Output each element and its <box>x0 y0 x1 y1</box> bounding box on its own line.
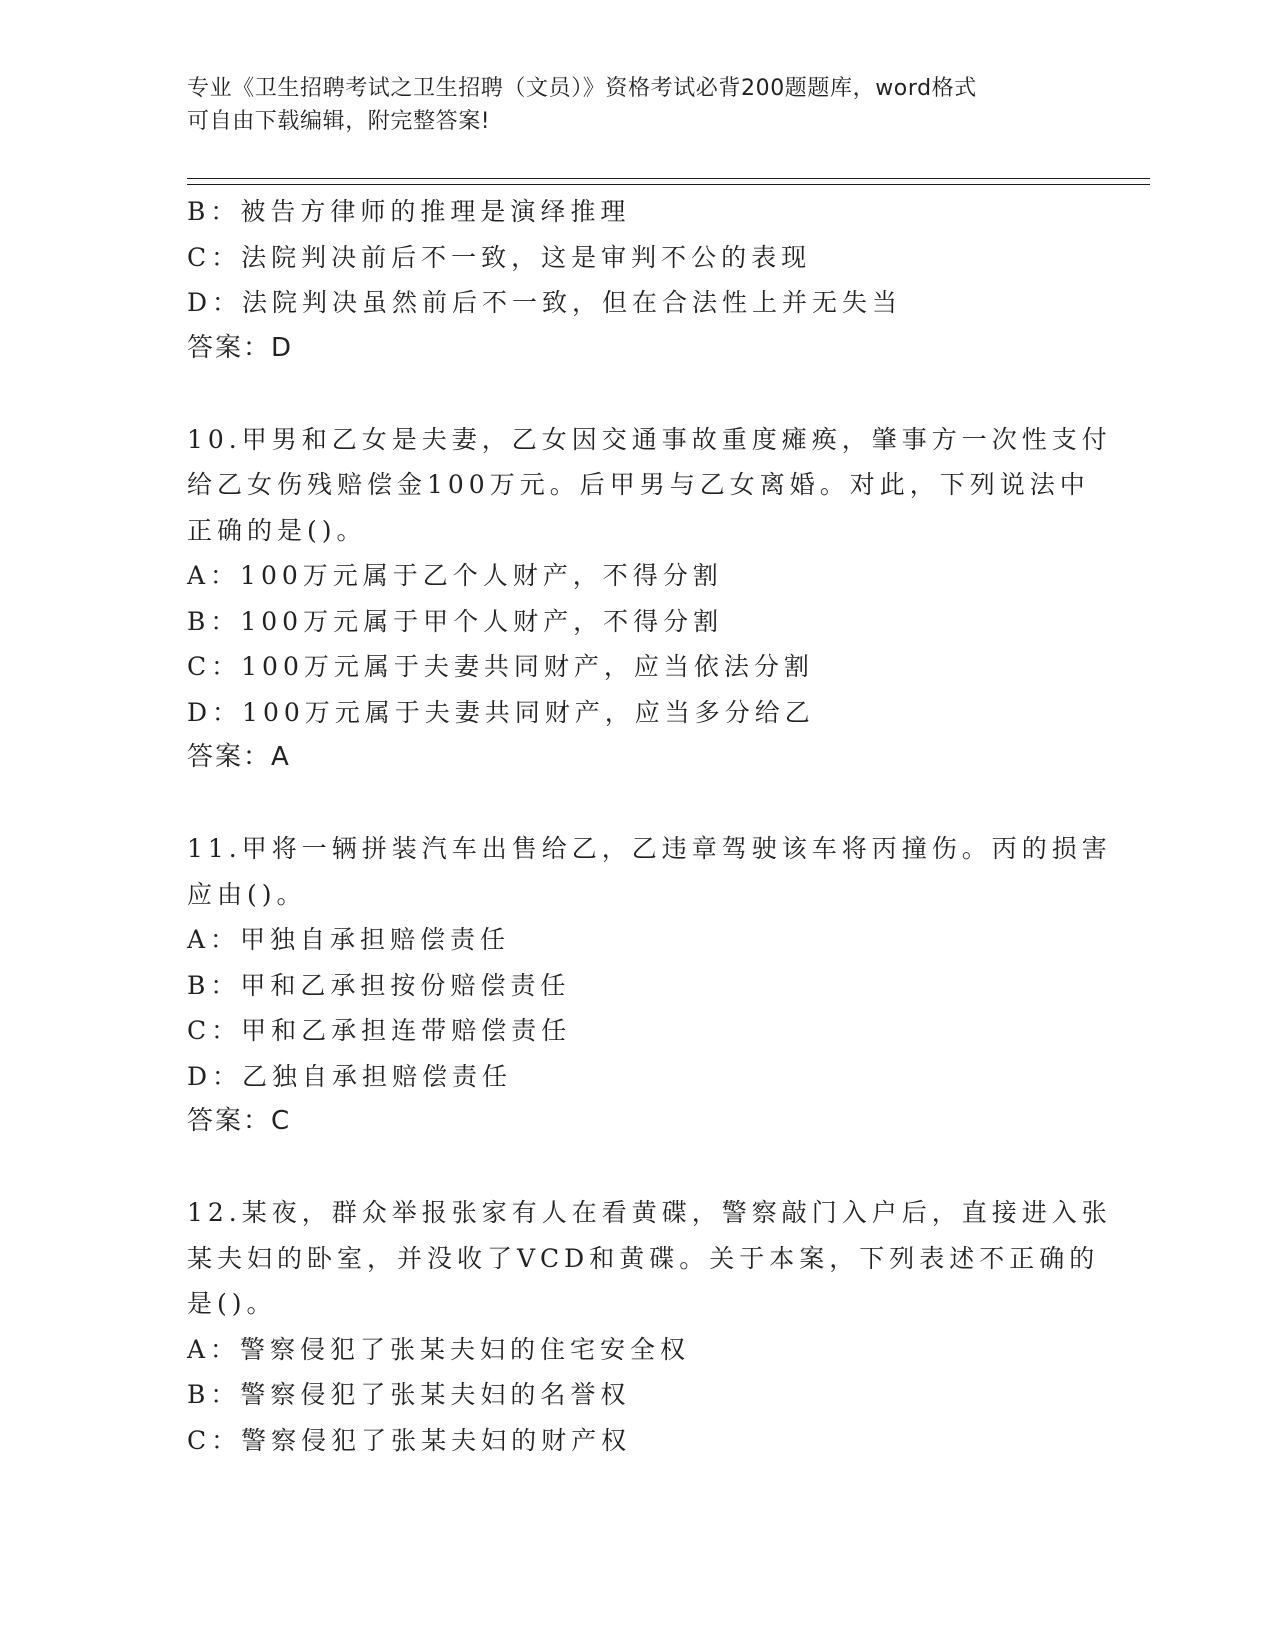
question-spacer <box>187 781 1087 827</box>
header-double-rule <box>187 178 1150 185</box>
header-title-line-1: 专业《卫生招聘考试之卫生招聘（文员）》资格考试必背200题题库，word格式 <box>187 76 977 101</box>
option-b: B：被告方律师的推理是演绎推理 <box>187 197 631 226</box>
option-d: D：法院判决虽然前后不一致，但在合法性上并无失当 <box>187 288 903 317</box>
option-c: C：警察侵犯了张某夫妇的财产权 <box>187 1425 632 1455</box>
option-a: A：100万元属于乙个人财产，不得分割 <box>187 561 723 590</box>
answer-line: 答案：D <box>187 332 294 363</box>
question-content <box>187 189 1112 1463</box>
question-stem-line: 是()。 <box>187 1289 277 1318</box>
question-12 <box>187 1190 1112 1463</box>
answer-line: 答案：C <box>187 1106 292 1136</box>
answer-line: 答案：A <box>187 742 291 772</box>
option-a: A：甲独自承担赔偿责任 <box>187 925 511 954</box>
option-b: B：甲和乙承担按份赔偿责任 <box>187 970 571 1000</box>
question-stem-line: 12.某夜，群众举报张家有人在看黄碟，警察敲门入户后，直接进入张 <box>187 1198 1112 1227</box>
question-stem-line: 应由()。 <box>187 879 307 909</box>
option-b: B：100万元属于甲个人财产，不得分割 <box>187 606 724 636</box>
question-stem-line: 某夫妇的卧室，并没收了VCD和黄碟。关于本案，下列表述不正确的 <box>187 1243 1100 1273</box>
option-b: B：警察侵犯了张某夫妇的名誉权 <box>187 1380 631 1409</box>
question-11 <box>187 826 1112 1145</box>
question-spacer <box>187 371 1087 417</box>
option-c: C：100万元属于夫妻共同财产，应当依法分割 <box>187 652 814 681</box>
question-10 <box>187 417 1112 781</box>
question-stem-line: 给乙女伤残赔偿金100万元。后甲男与乙女离婚。对此，下列说法中 <box>187 470 1090 499</box>
question-stem-line: 10.甲男和乙女是夫妻，乙女因交通事故重度瘫痪，肇事方一次性支付 <box>187 424 1112 454</box>
option-a: A：警察侵犯了张某夫妇的住宅安全权 <box>187 1334 691 1364</box>
question-stem-line: 正确的是()。 <box>187 515 367 545</box>
header-title-line-2: 可自由下载编辑，附完整答案! <box>187 109 491 134</box>
question-stem-line: 11.甲将一辆拼装汽车出售给乙，乙违章驾驶该车将丙撞伤。丙的损害 <box>187 834 1112 863</box>
option-d: D：乙独自承担赔偿责任 <box>187 1061 513 1091</box>
question-9-tail <box>187 189 1087 371</box>
document-header <box>187 72 1087 138</box>
option-c: C：甲和乙承担连带赔偿责任 <box>187 1016 572 1045</box>
option-c: C：法院判决前后不一致，这是审判不公的表现 <box>187 242 812 272</box>
question-spacer <box>187 1145 1087 1191</box>
option-d: D：100万元属于夫妻共同财产，应当多分给乙 <box>187 697 815 727</box>
